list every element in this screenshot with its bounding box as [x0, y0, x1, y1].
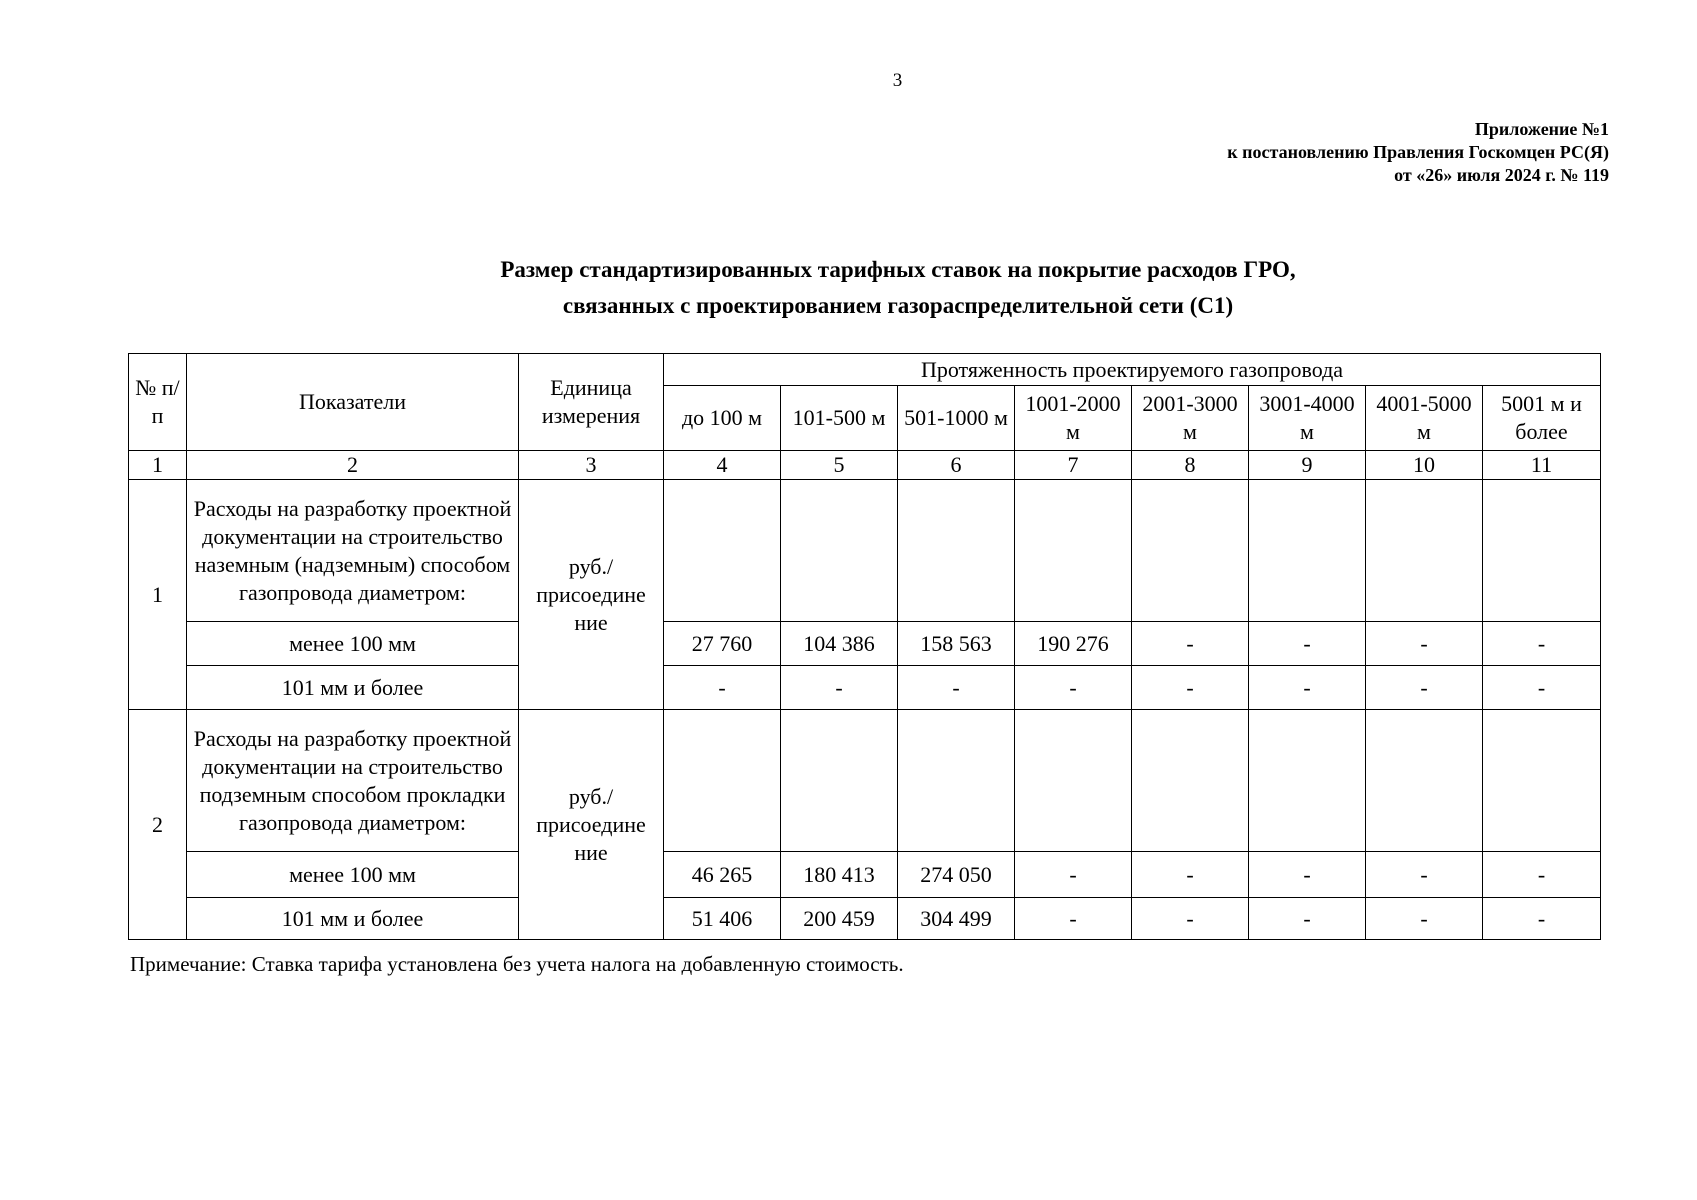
empty-cell — [1015, 480, 1132, 622]
group-num: 1 — [129, 480, 187, 710]
header-length-col: 1001-2000 м — [1015, 386, 1132, 451]
table-row — [129, 852, 1601, 898]
footnote: Примечание: Ставка тарифа установлена без учета налога на добавленную стоимость. — [130, 952, 904, 976]
value-cell: - — [1132, 666, 1249, 710]
empty-cell — [781, 480, 898, 622]
value-cell: 304 499 — [898, 898, 1015, 940]
value-cell: 190 276 — [1015, 622, 1132, 666]
value-cell: - — [1132, 898, 1249, 940]
value-cell: - — [1366, 622, 1483, 666]
value-cell: - — [1366, 666, 1483, 710]
table-row — [129, 898, 1601, 940]
table-row — [129, 480, 1601, 622]
value-cell: - — [1015, 852, 1132, 898]
row-label: менее 100 мм — [187, 852, 519, 898]
page-number: 3 — [892, 70, 903, 91]
header-length-group: Протяженность проектируемого газопровода — [664, 354, 1601, 386]
column-number: 9 — [1249, 451, 1366, 480]
header-length-col: 4001-5000 м — [1366, 386, 1483, 451]
row-label: 101 мм и более — [187, 898, 519, 940]
row-label: менее 100 мм — [187, 622, 519, 666]
empty-cell — [1366, 480, 1483, 622]
table-row — [129, 666, 1601, 710]
column-number: 3 — [519, 451, 664, 480]
value-cell: - — [1249, 622, 1366, 666]
row-label: 101 мм и более — [187, 666, 519, 710]
value-cell: 46 265 — [664, 852, 781, 898]
empty-cell — [1483, 710, 1601, 852]
appendix-line-1: Приложение №1 — [1474, 119, 1609, 139]
group-num: 2 — [129, 710, 187, 940]
group-description: Расходы на разработку проектной документации на строительство наземным (надземным) способом газопровода диаметром: — [187, 480, 519, 622]
value-cell: - — [781, 666, 898, 710]
value-cell: - — [898, 666, 1015, 710]
column-number: 5 — [781, 451, 898, 480]
header-indicators: Показатели — [187, 354, 519, 451]
title-line-1: Размер стандартизированных тарифных ставок на покрытие расходов ГРО, — [500, 257, 1296, 282]
column-numbers-row — [129, 451, 1601, 480]
column-number: 10 — [1366, 451, 1483, 480]
tariff-table — [128, 353, 1601, 940]
header-length-col: 3001-4000 м — [1249, 386, 1366, 451]
empty-cell — [898, 480, 1015, 622]
value-cell: - — [1249, 898, 1366, 940]
value-cell: - — [1015, 666, 1132, 710]
empty-cell — [1132, 710, 1249, 852]
value-cell: 274 050 — [898, 852, 1015, 898]
appendix-reference — [1227, 118, 1609, 187]
empty-cell — [1483, 480, 1601, 622]
appendix-line-2: к постановлению Правления Госкомцен РС(Я) — [1227, 142, 1609, 162]
column-number: 8 — [1132, 451, 1249, 480]
column-number: 7 — [1015, 451, 1132, 480]
appendix-line-3: от «26» июля 2024 г. № 119 — [1394, 165, 1609, 185]
value-cell: - — [1249, 852, 1366, 898]
column-number: 2 — [187, 451, 519, 480]
header-length-col: 101-500 м — [781, 386, 898, 451]
value-cell: 158 563 — [898, 622, 1015, 666]
group-unit: руб./ присоедине ние — [519, 710, 664, 940]
value-cell: - — [1366, 898, 1483, 940]
header-length-col: 5001 м и более — [1483, 386, 1601, 451]
empty-cell — [1015, 710, 1132, 852]
value-cell: 27 760 — [664, 622, 781, 666]
value-cell: - — [1483, 852, 1601, 898]
value-cell: - — [1483, 622, 1601, 666]
header-num: № п/п — [129, 354, 187, 451]
value-cell: - — [664, 666, 781, 710]
group-unit: руб./ присоедине ние — [519, 480, 664, 710]
value-cell: - — [1132, 852, 1249, 898]
header-unit: Единица измерения — [519, 354, 664, 451]
empty-cell — [664, 480, 781, 622]
header-length-col: до 100 м — [664, 386, 781, 451]
value-cell: - — [1366, 852, 1483, 898]
value-cell: - — [1015, 898, 1132, 940]
table-row — [129, 710, 1601, 852]
value-cell: 180 413 — [781, 852, 898, 898]
value-cell: 104 386 — [781, 622, 898, 666]
value-cell: 200 459 — [781, 898, 898, 940]
table-row — [129, 622, 1601, 666]
column-number: 11 — [1483, 451, 1601, 480]
empty-cell — [664, 710, 781, 852]
empty-cell — [1132, 480, 1249, 622]
header-length-col: 501-1000 м — [898, 386, 1015, 451]
group-description: Расходы на разработку проектной документации на строительство подземным способом прокладки газопровода диаметром: — [187, 710, 519, 852]
value-cell: - — [1132, 622, 1249, 666]
header-length-col: 2001-3000 м — [1132, 386, 1249, 451]
empty-cell — [781, 710, 898, 852]
value-cell: - — [1483, 898, 1601, 940]
column-number: 4 — [664, 451, 781, 480]
document-title — [128, 252, 1668, 324]
empty-cell — [1366, 710, 1483, 852]
column-number: 6 — [898, 451, 1015, 480]
column-number: 1 — [129, 451, 187, 480]
value-cell: - — [1483, 666, 1601, 710]
value-cell: 51 406 — [664, 898, 781, 940]
empty-cell — [898, 710, 1015, 852]
value-cell: - — [1249, 666, 1366, 710]
title-line-2: связанных с проектированием газораспределительной сети (С1) — [562, 293, 1234, 318]
empty-cell — [1249, 480, 1366, 622]
empty-cell — [1249, 710, 1366, 852]
